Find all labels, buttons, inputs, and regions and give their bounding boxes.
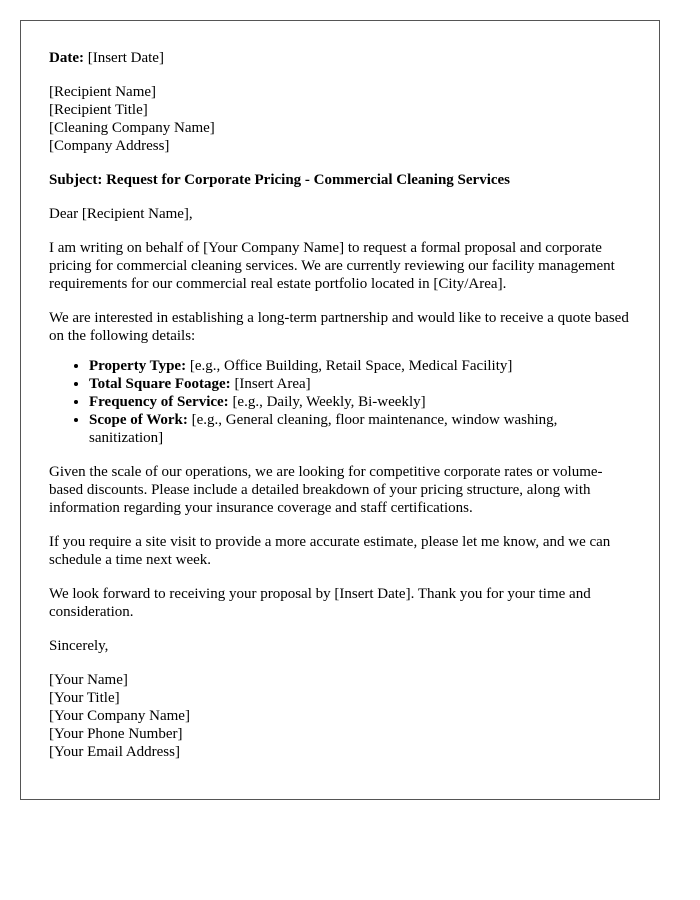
list-item [89, 375, 631, 393]
sender-name: [Your Name] [49, 672, 128, 688]
site-visit-paragraph: If you require a site visit to provide a more accurate estimate, please let me know, and we can schedule a time next week. [49, 534, 611, 568]
sender-phone: [Your Phone Number] [49, 726, 183, 742]
list-item [89, 411, 631, 447]
sender-company: [Your Company Name] [49, 708, 190, 724]
detail-label: Frequency of Service: [89, 394, 229, 410]
detail-label: Scope of Work: [89, 412, 188, 428]
detail-value: [e.g., Daily, Weekly, Bi-weekly] [228, 394, 426, 410]
recipient-company: [Cleaning Company Name] [49, 120, 215, 136]
detail-value: [e.g., General cleaning, floor maintenance, window washing, sanitization] [89, 412, 558, 446]
detail-value: [e.g., Office Building, Retail Space, Medical Facility] [186, 358, 513, 374]
sender-title: [Your Title] [49, 690, 120, 706]
subject-line [49, 171, 631, 189]
interest-paragraph: We are interested in establishing a long-term partnership and would like to receive a quote based on the following details: [49, 310, 629, 344]
recipient-block [49, 83, 631, 155]
sender-block [49, 671, 631, 761]
sign-off: Sincerely, [49, 638, 109, 654]
subject-text: Subject: Request for Corporate Pricing - Commercial Cleaning Services [49, 172, 511, 188]
salutation: Dear [Recipient Name], [49, 206, 193, 222]
closing-paragraph: We look forward to receiving your proposal by [Insert Date]. Thank you for your time and consideration. [49, 586, 591, 620]
sender-email: [Your Email Address] [49, 744, 180, 760]
details-list [49, 357, 631, 447]
detail-label: Total Square Footage: [89, 376, 231, 392]
letter-document [20, 20, 660, 800]
recipient-title: [Recipient Title] [49, 102, 148, 118]
list-item [89, 357, 631, 375]
recipient-address: [Company Address] [49, 138, 170, 154]
detail-value: [Insert Area] [230, 376, 311, 392]
recipient-name: [Recipient Name] [49, 84, 157, 100]
date-label: Date: [49, 50, 84, 66]
detail-label: Property Type: [89, 358, 187, 374]
date-line [49, 49, 631, 67]
list-item [89, 393, 631, 411]
date-value: [Insert Date] [83, 50, 164, 66]
scale-paragraph: Given the scale of our operations, we are looking for competitive corporate rates or volume-based discounts. Please include a detailed breakdown of your pricing structure, along with information regarding your insurance coverage and staff certifications. [49, 464, 603, 516]
intro-paragraph: I am writing on behalf of [Your Company Name] to request a formal proposal and corporate pricing for commercial cleaning services. We are currently reviewing our facility management requirements for our commercial real estate portfolio located in [City/Area]. [49, 240, 615, 292]
